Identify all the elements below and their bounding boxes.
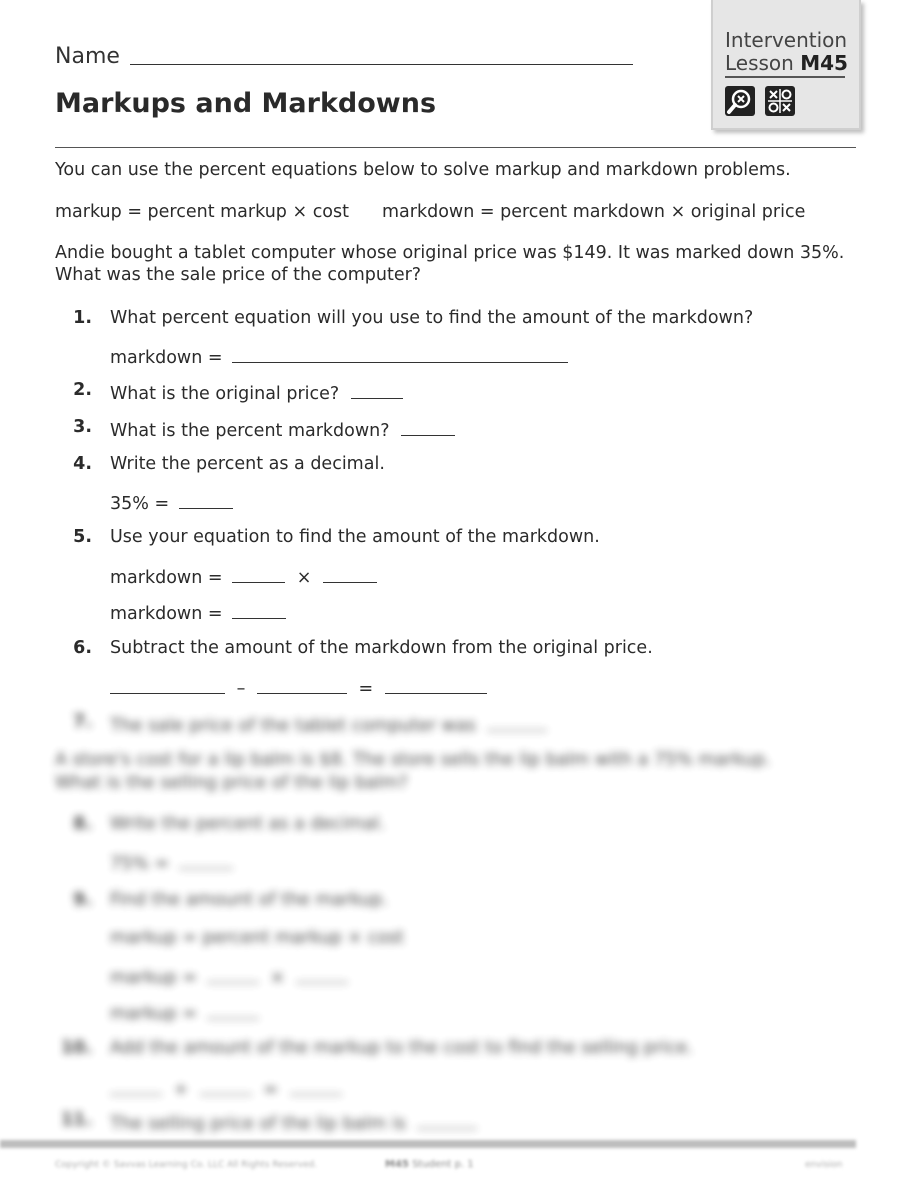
item-1-answer-row bbox=[110, 344, 568, 368]
answer-blank[interactable] bbox=[179, 490, 233, 509]
problem-2-line-2: What is the selling price of the lip balm? bbox=[55, 773, 408, 793]
name-blank-line[interactable] bbox=[130, 64, 633, 65]
footer-copyright: Copyright © Savvas Learning Co. LLC All Rights Reserved. bbox=[55, 1160, 318, 1170]
answer-blank[interactable] bbox=[232, 564, 285, 583]
item-3-row bbox=[110, 417, 455, 441]
problem-2-line-1: A store's cost for a lip balm is $8. The store sells the lip balm with a 75% markup. bbox=[55, 750, 771, 770]
item-9-text: Find the amount of the markup. bbox=[110, 890, 388, 910]
item-4-text: Write the percent as a decimal. bbox=[110, 454, 385, 474]
percent-label: 35% = bbox=[110, 494, 170, 514]
blurred-content bbox=[0, 700, 911, 1200]
item-2-row bbox=[110, 380, 403, 404]
item-10-text: Add the amount of the markup to the cost to find the selling price. bbox=[110, 1038, 693, 1058]
footer-lesson-code: M45 bbox=[385, 1159, 409, 1170]
answer-blank[interactable] bbox=[296, 964, 348, 983]
item-number: 3. bbox=[73, 417, 92, 437]
footer-band bbox=[0, 1140, 856, 1148]
header-divider bbox=[55, 147, 856, 148]
item-5-answer-row-2 bbox=[110, 600, 286, 624]
answer-blank[interactable] bbox=[207, 964, 259, 983]
footer-page: Student p. 1 bbox=[412, 1159, 474, 1170]
name-label: Name bbox=[55, 44, 120, 69]
lesson-tab bbox=[711, 0, 861, 130]
answer-blank[interactable] bbox=[257, 675, 347, 694]
answer-blank[interactable] bbox=[385, 675, 487, 694]
item-2-text: What is the original price? bbox=[110, 384, 340, 404]
minus-sign: – bbox=[236, 679, 246, 699]
answer-blank[interactable] bbox=[110, 675, 225, 694]
item-11-text: The selling price of the lip balm is bbox=[110, 1114, 406, 1134]
times-sign: × bbox=[270, 968, 285, 988]
item-number: 4. bbox=[73, 454, 92, 474]
markup-formula: markup = percent markup × cost bbox=[110, 928, 404, 948]
answer-blank[interactable] bbox=[207, 1000, 259, 1019]
item-9-answer-row-1 bbox=[110, 964, 348, 988]
item-number: 10. bbox=[60, 1038, 92, 1058]
lesson-code: M45 bbox=[800, 51, 848, 75]
answer-blank[interactable] bbox=[179, 850, 233, 869]
lesson-divider bbox=[725, 76, 845, 78]
times-sign: × bbox=[296, 568, 312, 588]
problem-1-line-1: Andie bought a tablet computer whose original price was $149. It was marked down 35%. bbox=[55, 243, 845, 263]
markup-label: markup = bbox=[110, 968, 197, 988]
answer-blank[interactable] bbox=[487, 712, 547, 731]
item-7-row bbox=[110, 712, 547, 736]
item-number: 7. bbox=[73, 712, 92, 732]
markdown-label: markdown = bbox=[110, 568, 223, 588]
item-8-text: Write the percent as a decimal. bbox=[110, 814, 385, 834]
item-5-text: Use your equation to find the amount of the markdown. bbox=[110, 527, 600, 547]
item-4-answer-row bbox=[110, 490, 233, 514]
equals-sign: = bbox=[358, 679, 374, 699]
item-number: 1. bbox=[73, 308, 92, 328]
answer-blank[interactable] bbox=[351, 380, 403, 399]
item-number: 9. bbox=[73, 890, 92, 910]
answer-blank[interactable] bbox=[232, 600, 286, 619]
item-8-answer-row bbox=[110, 850, 233, 874]
lesson-number bbox=[725, 51, 848, 75]
footer-brand: envision bbox=[805, 1160, 843, 1170]
item-9-answer-row-2 bbox=[110, 1000, 259, 1024]
answer-blank[interactable] bbox=[232, 344, 568, 363]
item-number: 6. bbox=[73, 638, 92, 658]
item-10-answer-row bbox=[110, 1076, 342, 1100]
equals-sign: = bbox=[263, 1080, 279, 1100]
item-6-answer-row bbox=[110, 675, 487, 699]
answer-blank[interactable] bbox=[110, 1076, 162, 1095]
problem-1-line-2: What was the sale price of the computer? bbox=[55, 265, 422, 285]
item-3-text: What is the percent markdown? bbox=[110, 421, 390, 441]
intro-text: You can use the percent equations below to solve markup and markdown problems. bbox=[55, 160, 791, 180]
answer-blank[interactable] bbox=[417, 1110, 477, 1129]
lesson-label: Intervention bbox=[725, 28, 848, 52]
item-number: 8. bbox=[73, 814, 92, 834]
item-7-text: The sale price of the tablet computer was bbox=[110, 716, 476, 736]
markup-label: markup = bbox=[110, 1004, 197, 1024]
item-number: 11. bbox=[60, 1110, 92, 1130]
markup-equation: markup = percent markup × cost bbox=[55, 202, 349, 222]
markdown-label: markdown = bbox=[110, 604, 223, 624]
markdown-label: markdown = bbox=[110, 348, 223, 368]
item-6-text: Subtract the amount of the markdown from the original price. bbox=[110, 638, 653, 658]
tic-tac-toe-icon bbox=[765, 86, 795, 116]
wrench-in-circle-icon bbox=[725, 86, 755, 116]
answer-blank[interactable] bbox=[200, 1076, 252, 1095]
page-title: Markups and Markdowns bbox=[55, 88, 437, 119]
answer-blank[interactable] bbox=[401, 417, 455, 436]
item-number: 5. bbox=[73, 527, 92, 547]
percent-label: 75% = bbox=[110, 854, 170, 874]
item-number: 2. bbox=[73, 380, 92, 400]
markdown-equation: markdown = percent markdown × original price bbox=[382, 202, 806, 222]
item-11-row bbox=[110, 1110, 477, 1134]
answer-blank[interactable] bbox=[323, 564, 377, 583]
item-1-text: What percent equation will you use to find the amount of the markdown? bbox=[110, 308, 754, 328]
plus-sign: + bbox=[173, 1080, 189, 1100]
answer-blank[interactable] bbox=[290, 1076, 342, 1095]
footer-center bbox=[385, 1159, 474, 1170]
item-5-answer-row-1 bbox=[110, 564, 377, 588]
lesson-prefix: Lesson bbox=[725, 51, 794, 75]
